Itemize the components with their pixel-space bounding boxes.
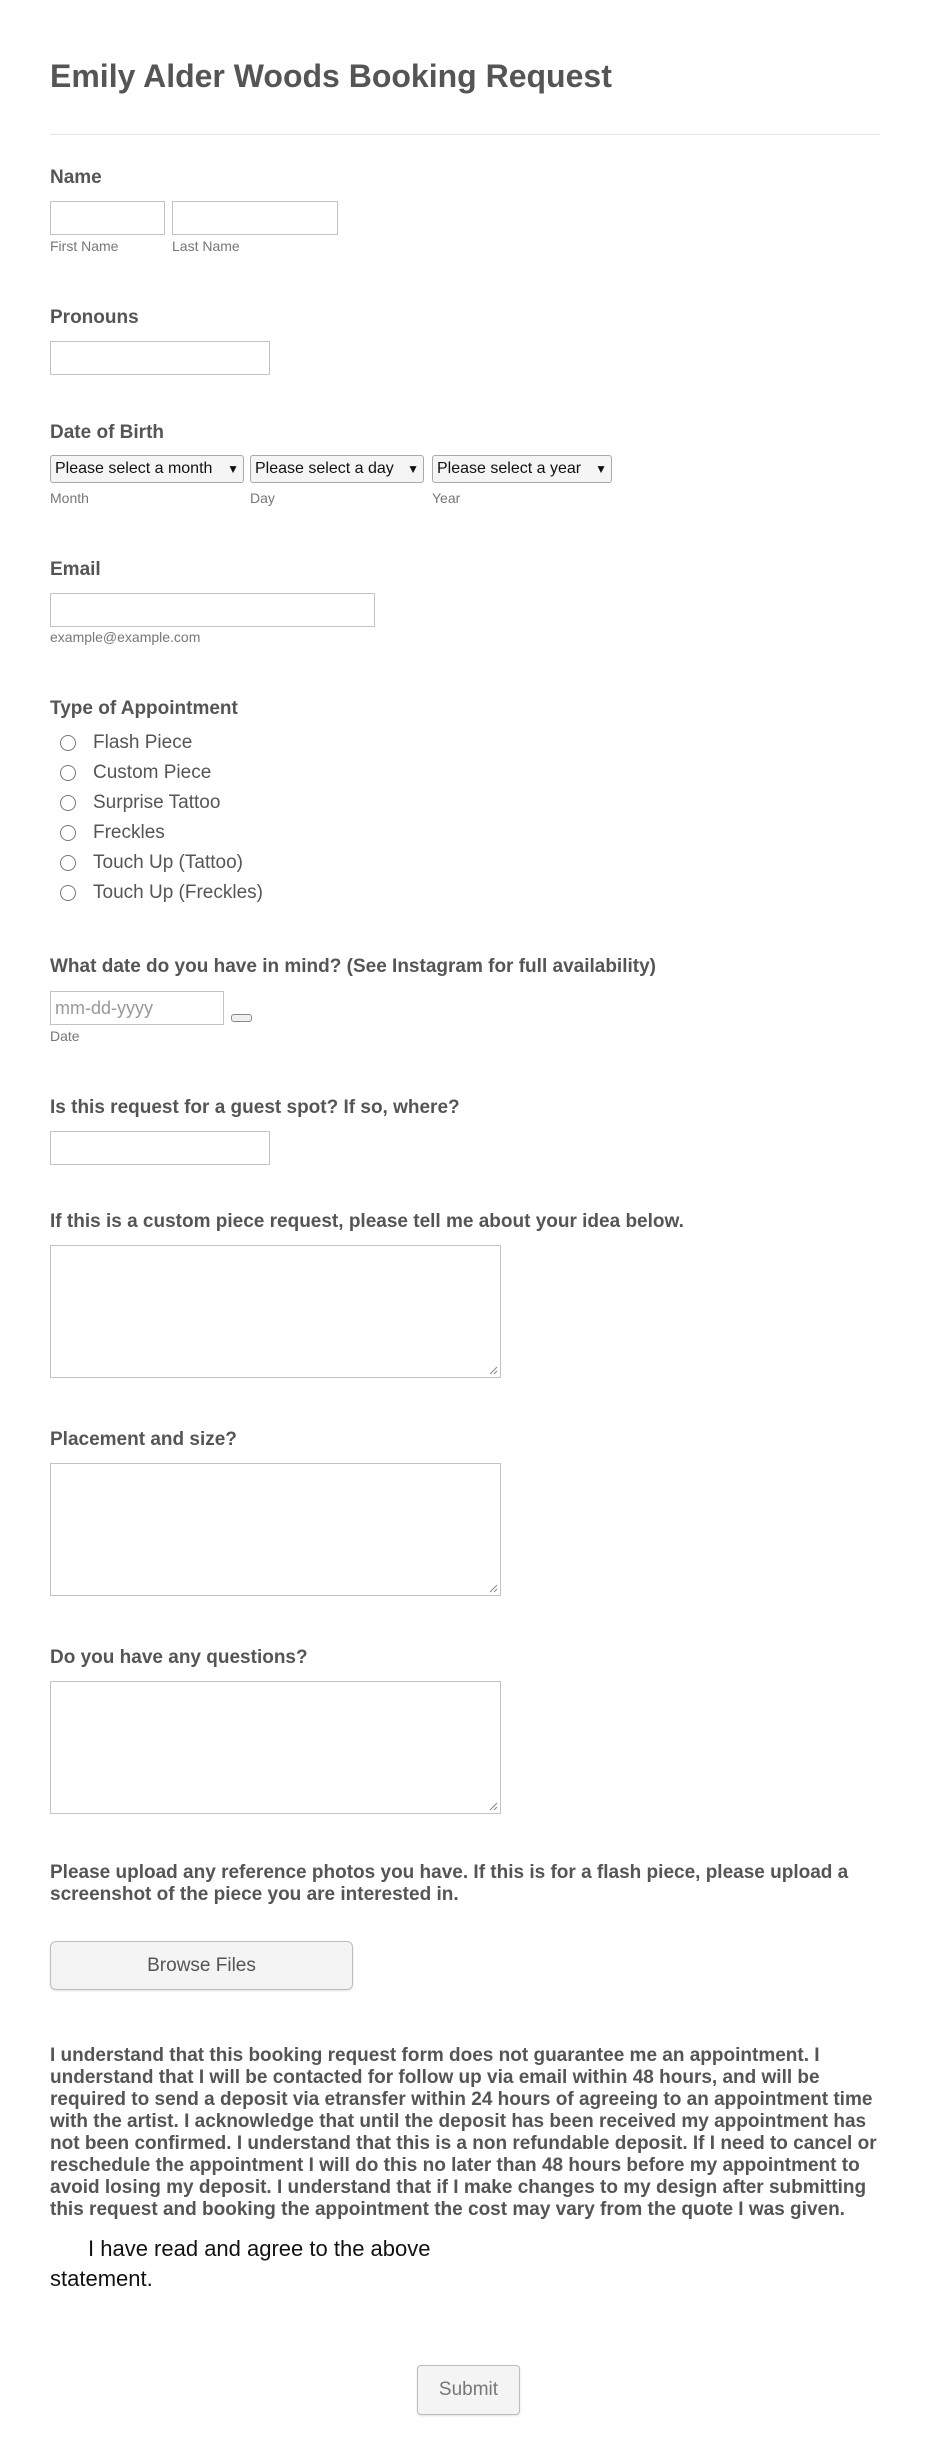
browse-files-button[interactable]: Browse Files (50, 1941, 353, 1990)
questions-textarea[interactable] (50, 1681, 501, 1814)
radio-button[interactable] (60, 735, 76, 751)
radio-button[interactable] (60, 885, 76, 901)
appointment-type-label: Type of Appointment (50, 698, 238, 719)
dob-label: Date of Birth (50, 422, 164, 443)
agree-statement[interactable]: I have read and agree to the above statement. (50, 2236, 431, 2291)
date-preference-sublabel: Date (50, 1028, 80, 1044)
appointment-option-flash[interactable]: Flash Piece (60, 728, 263, 758)
first-name-sublabel: First Name (50, 238, 119, 254)
appointment-option-surprise[interactable]: Surprise Tattoo (60, 788, 263, 818)
radio-button[interactable] (60, 795, 76, 811)
guest-spot-input[interactable] (50, 1131, 270, 1165)
resize-handle-icon[interactable] (488, 1583, 498, 1593)
chevron-down-icon: ▼ (227, 462, 239, 476)
disclaimer-text: I understand that this booking request form does not guarantee me an appointment. I understand that I will be contacted for follow up via email within 48 hours, and will be required to send a deposit via etransfer within 24 hours of agreeing to an appointment time with the artist. I acknowledge that until the deposit has been received my appointment has not been confirmed. I understand that this is a non refundable deposit. If I need to cancel or reschedule the appointment I will do this no later than 48 hours before my appointment to avoid losing my deposit. I understand that if I make changes to my design after submitting this request and booking the appointment the cost may vary from the quote I was given. (50, 2045, 877, 2220)
questions-label: Do you have any questions? (50, 1647, 308, 1668)
last-name-sublabel: Last Name (172, 238, 240, 254)
appointment-option-freckles[interactable]: Freckles (60, 818, 263, 848)
radio-button[interactable] (60, 855, 76, 871)
chevron-down-icon: ▼ (595, 462, 607, 476)
date-preference-label: What date do you have in mind? (See Instagram for full availability) (50, 956, 656, 977)
dob-day-value: Please select a day (255, 460, 394, 477)
date-preference-input[interactable] (50, 991, 224, 1025)
email-input[interactable] (50, 593, 375, 627)
custom-idea-textarea[interactable] (50, 1245, 501, 1378)
upload-label: Please upload any reference photos you have. If this is for a flash piece, please upload a screenshot of the piece you are interested in. (50, 1862, 849, 1905)
dob-year-select[interactable] (432, 455, 612, 483)
placement-textarea[interactable] (50, 1463, 501, 1596)
first-name-input[interactable] (50, 201, 165, 235)
email-sublabel: example@example.com (50, 629, 201, 645)
form-title: Emily Alder Woods Booking Request (50, 58, 612, 94)
appointment-option-touchup-freckles[interactable]: Touch Up (Freckles) (60, 878, 263, 908)
dob-day-select[interactable] (250, 455, 424, 483)
pronouns-input[interactable] (50, 341, 270, 375)
custom-idea-label: If this is a custom piece request, please tell me about your idea below. (50, 1211, 684, 1232)
dob-month-sublabel: Month (50, 490, 89, 506)
dob-year-value: Please select a year (437, 460, 582, 477)
email-label: Email (50, 559, 101, 580)
guest-spot-label: Is this request for a guest spot? If so, where? (50, 1097, 460, 1118)
radio-button[interactable] (60, 765, 76, 781)
appointment-option-touchup-tattoo[interactable]: Touch Up (Tattoo) (60, 848, 263, 878)
appointment-option-custom[interactable]: Custom Piece (60, 758, 263, 788)
radio-button[interactable] (60, 825, 76, 841)
dob-year-sublabel: Year (432, 490, 461, 506)
dob-day-sublabel: Day (250, 490, 275, 506)
pronouns-label: Pronouns (50, 307, 139, 328)
dob-month-value: Please select a month (55, 460, 213, 477)
last-name-input[interactable] (172, 201, 338, 235)
title-divider (50, 134, 880, 135)
submit-button[interactable]: Submit (417, 2365, 520, 2415)
dob-month-select[interactable] (50, 455, 244, 483)
calendar-icon[interactable] (231, 1014, 252, 1022)
chevron-down-icon: ▼ (407, 462, 419, 476)
resize-handle-icon[interactable] (488, 1801, 498, 1811)
name-label: Name (50, 167, 102, 188)
placement-label: Placement and size? (50, 1429, 237, 1450)
appointment-options (60, 728, 263, 908)
resize-handle-icon[interactable] (488, 1365, 498, 1375)
